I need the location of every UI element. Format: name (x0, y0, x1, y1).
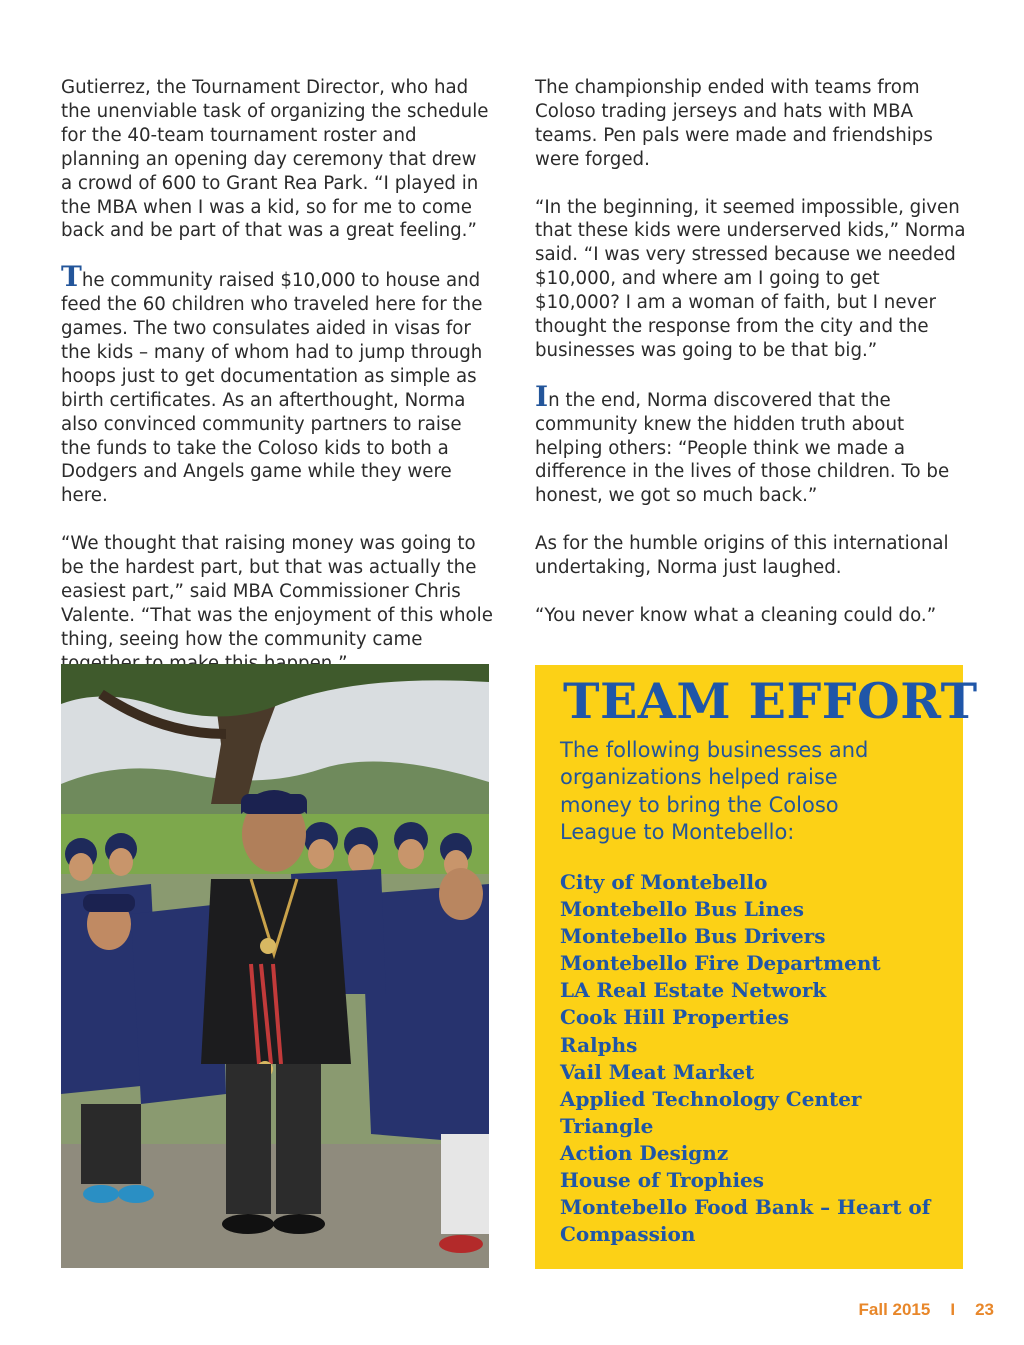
sidebar-intro: The following businesses and organizations helped raise money to bring the Coloso League to Montebello: (560, 738, 869, 844)
article-paragraph (535, 604, 970, 628)
paragraph-text: “In the beginning, it seemed impossible, given that these kids were underserved kids,” Norma said. “I was very stressed because we needed $10,000, and where am I going to get $10,000? I am a woman of faith, but I never thought the response from the city and the businesses was going to be that big.” (535, 196, 966, 361)
sponsor-item: Triangle (560, 1113, 654, 1138)
article-paragraph (61, 76, 493, 243)
paragraph-text: “You never know what a cleaning could do.” (535, 604, 937, 626)
paragraph-text: “We thought that raising money was going to be the hardest part, but that was actually the easiest part,” said MBA Commissioner Chris Valente. “That was the enjoyment of this whole thing, seeing how the community came (61, 533, 493, 650)
drop-cap: I (535, 379, 549, 413)
issue-label: Fall 2015 (858, 1300, 931, 1319)
page-number: 23 (975, 1300, 994, 1319)
article-paragraph (61, 532, 493, 675)
paragraph-text: n the end, Norma discovered that the community knew the hidden truth about helping others: “People think we made a difference in the lives of those children. To be honest, we got so much back.” (535, 389, 950, 507)
article-left-column (61, 76, 493, 700)
sponsor-item: House of Trophies (560, 1168, 765, 1193)
drop-cap: T (61, 260, 82, 294)
sponsor-item: LA Real Estate Network (560, 978, 827, 1003)
sponsor-item: Montebello Bus Lines (560, 897, 805, 922)
footer-separator: I (950, 1300, 956, 1319)
article-paragraph (61, 260, 493, 508)
paragraph-text: The championship ended with teams from Coloso trading jerseys and hats with MBA teams. Pen pals were made and friendships were forged. (535, 77, 933, 170)
sponsor-list (560, 869, 945, 1248)
sidebar-title: TEAM EFFORT (563, 672, 978, 730)
paragraph-text: As for the humble origins of this international undertaking, Norma just laughed. (535, 533, 949, 579)
team-photo (61, 664, 489, 1268)
sponsor-item: Ralphs (560, 1032, 638, 1057)
article-paragraph (535, 76, 970, 172)
sponsor-item: Montebello Bus Drivers (560, 924, 826, 949)
article-right-column (535, 76, 970, 652)
sponsor-item: Cook Hill Properties (560, 1005, 790, 1030)
article-paragraph (535, 196, 970, 363)
sponsor-item: Montebello Fire Department (560, 951, 881, 976)
sponsor-item: Vail Meat Market (560, 1059, 755, 1084)
sponsor-item: Action Designz (560, 1140, 729, 1165)
sponsor-item: Montebello Food Bank – Heart of Compassion (560, 1195, 931, 1247)
paragraph-text: Gutierrez, the Tournament Director, who had the unenviable task of organizing the schedule for the 40-team tournament roster and planning an opening day ceremony that drew a crowd of 600 to Grant Rea Park. “I played in the MBA when I was a kid, so for me to come back and be part of that was a great feeling.” (61, 77, 489, 242)
sponsor-item: City of Montebello (560, 870, 768, 894)
paragraph-text: he community raised $10,000 to house and feed the 60 children who traveled here for the games. The two consulates aided in visas for the kids – many of whom had to jump through hoops just to get documentation as simple as birth certificates. As an afterthought, Norma also convinced community partners to raise the funds to take the Coloso kids to both a Dodgers and Angels game while they were here. (61, 270, 483, 507)
team-effort-sidebar (535, 665, 978, 1269)
article-paragraph (535, 379, 970, 509)
sponsor-item: Applied Technology Center (560, 1086, 862, 1111)
article-paragraph (535, 532, 970, 580)
page-footer (859, 1300, 994, 1320)
